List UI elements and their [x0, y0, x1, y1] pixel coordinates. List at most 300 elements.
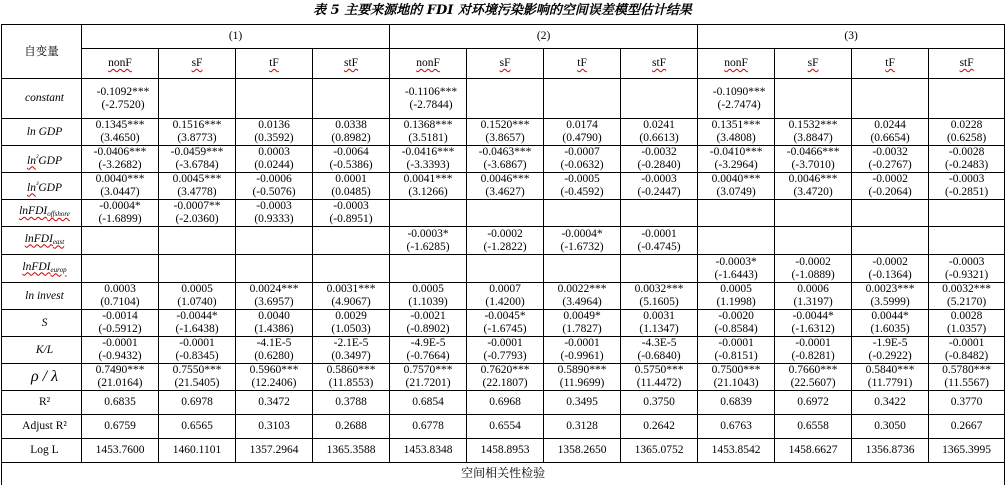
table-cell: 1365.3588 — [313, 439, 390, 463]
table-cell — [929, 146, 1005, 173]
t-statistic: (1.3197) — [793, 296, 833, 308]
t-statistic: (3.8847) — [793, 132, 833, 144]
t-statistic: (-0.4592) — [560, 186, 604, 198]
t-statistic: (-3.6784) — [175, 159, 219, 171]
variable-name: lnFDI$_{east}$ — [2, 227, 82, 255]
table-cell — [775, 227, 852, 255]
t-statistic: (-0.8281) — [791, 350, 835, 362]
table-cell: 1460.1101 — [159, 439, 236, 463]
table-cell — [82, 310, 159, 337]
table-cell — [775, 283, 852, 310]
coefficient: -0.0003* — [407, 227, 449, 240]
table-cell — [313, 173, 390, 200]
subcol-label: sF — [807, 57, 819, 69]
table-cell — [698, 337, 775, 364]
subcol-header — [775, 49, 852, 79]
t-statistic: (-1.6438) — [175, 323, 219, 335]
t-statistic: (1.0503) — [331, 323, 371, 335]
t-statistic: (1.1039) — [408, 296, 448, 308]
t-statistic: (-2.7474) — [717, 98, 761, 111]
table-cell — [929, 200, 1005, 227]
t-statistic: (-0.4745) — [637, 240, 681, 253]
t-statistic: (-3.6867) — [483, 159, 527, 171]
table-cell — [852, 146, 929, 173]
coefficient: 0.5840*** — [865, 364, 915, 376]
table-cell — [544, 79, 621, 119]
table-cell — [390, 146, 467, 173]
table-cell — [236, 200, 313, 227]
table-cell — [775, 310, 852, 337]
table-cell: 0.6978 — [159, 391, 236, 415]
coefficient: -0.1090*** — [712, 85, 766, 98]
coefficient: 0.7550*** — [172, 364, 222, 376]
table-cell — [467, 337, 544, 364]
coefficient: -0.0014 — [102, 310, 138, 322]
table-cell: 0.6763 — [698, 415, 775, 439]
table-cell — [852, 283, 929, 310]
t-statistic: (1.7827) — [562, 323, 602, 335]
table-cell — [313, 337, 390, 364]
t-statistic: (-0.2922) — [868, 350, 912, 362]
spatial-correlation-test-label: 空间相关性检验 — [2, 463, 1005, 485]
t-statistic: (-0.8584) — [714, 323, 758, 335]
t-statistic: (-2.7844) — [409, 98, 453, 111]
table-cell: 0.6558 — [775, 415, 852, 439]
table-cell — [698, 146, 775, 173]
t-statistic: (11.5567) — [944, 377, 989, 389]
coefficient: -0.0003 — [948, 255, 985, 268]
table-cell: 0.6972 — [775, 391, 852, 415]
t-statistic: (-1.0889) — [791, 268, 835, 281]
subcol-label: tF — [885, 57, 895, 69]
coefficient: -0.0001 — [564, 337, 600, 349]
subcol-label: sF — [499, 57, 511, 69]
table-cell — [159, 146, 236, 173]
coefficient: -0.0001 — [487, 337, 523, 349]
table-cell: 1453.8542 — [698, 439, 775, 463]
coefficient: 0.1516*** — [172, 119, 222, 131]
coefficient: 0.0244 — [874, 119, 906, 131]
group-header-2: (2) — [390, 25, 698, 49]
coefficient: -0.0002 — [872, 173, 908, 185]
t-statistic: (-1.6732) — [560, 240, 604, 253]
t-statistic: (3.4720) — [793, 186, 833, 198]
table-cell — [621, 364, 698, 391]
coefficient: -0.0032 — [872, 146, 908, 158]
table-row — [2, 255, 1005, 283]
variable-name: ln GDP — [2, 119, 82, 146]
table-cell: 0.6968 — [467, 391, 544, 415]
coefficient: 0.0029 — [335, 310, 367, 322]
coefficient: 0.0007 — [489, 283, 521, 295]
coefficient: 0.0046*** — [480, 173, 530, 185]
table-cell — [390, 364, 467, 391]
t-statistic: (-0.8482) — [945, 350, 989, 362]
table-title: 表 5 主要来源地的 FDI 对环境污染影响的空间误差模型估计结果 — [313, 3, 692, 18]
subcol-header — [698, 49, 775, 79]
table-cell — [467, 200, 544, 227]
table-cell: 0.3770 — [929, 391, 1005, 415]
t-statistic: (-1.6312) — [791, 323, 835, 335]
coefficient: -0.0002 — [795, 255, 831, 268]
t-statistic: (-3.2682) — [98, 159, 142, 171]
table-cell: 1357.2964 — [236, 439, 313, 463]
t-statistic: (3.5181) — [408, 132, 448, 144]
table-cell — [159, 310, 236, 337]
table-cell — [313, 227, 390, 255]
t-statistic: (-2.7520) — [101, 98, 145, 111]
subcol-label: stF — [652, 57, 667, 69]
table-cell: 0.2642 — [621, 415, 698, 439]
coefficient: 0.7490*** — [95, 364, 145, 376]
coefficient: 0.7660*** — [788, 364, 838, 376]
table-cell — [929, 255, 1005, 283]
t-statistic: (-0.2447) — [637, 186, 681, 198]
t-statistic: (21.0164) — [97, 377, 143, 389]
variable-header: 自变量 — [2, 25, 82, 79]
t-statistic: (0.6654) — [870, 132, 910, 144]
t-statistic: (11.4472) — [636, 377, 682, 389]
table-cell — [467, 283, 544, 310]
t-statistic: (-0.8345) — [175, 350, 219, 362]
variable-name: lnFDI$_{offshore}$ — [2, 200, 82, 227]
coefficient: 0.0005 — [412, 283, 444, 295]
coefficient: 0.5750*** — [634, 364, 684, 376]
table-cell — [390, 283, 467, 310]
t-statistic: (0.6258) — [946, 132, 987, 144]
table-cell — [390, 173, 467, 200]
table-cell — [467, 146, 544, 173]
group-header-1: (1) — [82, 25, 390, 49]
table-cell — [236, 255, 313, 283]
t-statistic: (-0.2483) — [945, 159, 989, 171]
table-cell — [775, 173, 852, 200]
coefficient: -0.0002 — [872, 255, 908, 268]
table-cell: 0.6759 — [82, 415, 159, 439]
variable-name: S — [2, 310, 82, 337]
table-cell — [929, 310, 1005, 337]
table-cell — [313, 255, 390, 283]
t-statistic: (-3.2964) — [714, 159, 758, 171]
t-statistic: (-0.7793) — [483, 350, 527, 362]
header-group-row — [2, 25, 1005, 49]
regression-table — [1, 24, 1005, 485]
table-cell: 0.3103 — [236, 415, 313, 439]
t-statistic: (-0.5076) — [252, 186, 296, 198]
coefficient: 0.0022*** — [557, 283, 607, 295]
coefficient: -0.1092*** — [96, 85, 150, 98]
table-cell: 1458.8953 — [467, 439, 544, 463]
table-cell — [698, 173, 775, 200]
table-cell: 0.6778 — [390, 415, 467, 439]
coefficient: -0.0028 — [948, 146, 985, 158]
coefficient: 0.7570*** — [403, 364, 453, 376]
table-row — [2, 364, 1005, 391]
subcol-header — [390, 49, 467, 79]
table-cell — [159, 173, 236, 200]
table-cell — [236, 227, 313, 255]
t-statistic: (-1.2822) — [483, 240, 527, 253]
subcol-label: sF — [191, 57, 203, 69]
table-cell — [621, 146, 698, 173]
table-cell — [544, 119, 621, 146]
table-cell — [467, 310, 544, 337]
coefficient: -0.1106*** — [404, 85, 458, 98]
t-statistic: (3.4627) — [485, 186, 525, 198]
coefficient: -0.0406*** — [93, 146, 147, 158]
table-row — [2, 146, 1005, 173]
coefficient: -0.0001 — [718, 337, 754, 349]
table-cell — [236, 173, 313, 200]
t-statistic: (-0.7664) — [406, 350, 450, 362]
table-cell — [159, 227, 236, 255]
coefficient: 0.0040 — [258, 310, 290, 322]
coefficient: -0.0410*** — [709, 146, 763, 158]
table-cell — [852, 173, 929, 200]
t-statistic: (3.8657) — [485, 132, 525, 144]
variable-name: R² — [2, 391, 82, 415]
t-statistic: (1.1998) — [716, 296, 756, 308]
table-cell — [467, 364, 544, 391]
table-cell — [313, 119, 390, 146]
coefficient: -0.0002 — [487, 227, 523, 240]
t-statistic: (-2.0360) — [175, 213, 219, 225]
header-subcol-row — [2, 49, 1005, 79]
table-cell — [236, 146, 313, 173]
table-cell — [236, 79, 313, 119]
coefficient: 0.0045*** — [172, 173, 222, 185]
table-row — [2, 337, 1005, 364]
table-cell — [698, 283, 775, 310]
coefficient: 0.7500*** — [711, 364, 761, 376]
table-row — [2, 415, 1005, 439]
table-cell — [621, 200, 698, 227]
t-statistic: (-1.6745) — [483, 323, 527, 335]
table-row — [2, 310, 1005, 337]
t-statistic: (-0.8951) — [329, 213, 373, 225]
table-cell: 0.6565 — [159, 415, 236, 439]
table-cell — [698, 364, 775, 391]
coefficient: 0.0032*** — [634, 283, 684, 295]
table-cell — [775, 255, 852, 283]
coefficient: -2.1E-5 — [333, 337, 369, 349]
t-statistic: (-0.1364) — [868, 268, 912, 281]
coefficient: 0.0006 — [797, 283, 829, 295]
subcol-label: tF — [269, 57, 279, 69]
table-cell — [852, 255, 929, 283]
t-statistic: (-0.0632) — [560, 159, 604, 171]
table-cell — [236, 119, 313, 146]
variable-name: constant — [2, 79, 82, 119]
subcol-label: nonF — [416, 57, 440, 69]
coefficient: 0.0031 — [643, 310, 675, 322]
coefficient: -4.3E-5 — [641, 337, 677, 349]
table-cell — [621, 119, 698, 146]
table-cell — [159, 337, 236, 364]
table-cell — [82, 119, 159, 146]
t-statistic: (0.6280) — [254, 350, 294, 362]
table-cell — [390, 119, 467, 146]
table-cell: 1358.2650 — [544, 439, 621, 463]
table-cell — [621, 227, 698, 255]
t-statistic: (-0.9432) — [98, 350, 142, 362]
table-cell — [159, 200, 236, 227]
subcol-header — [467, 49, 544, 79]
t-statistic: (22.1807) — [482, 377, 528, 389]
table-cell — [698, 310, 775, 337]
table-cell — [621, 310, 698, 337]
variable-name: lnFDI$_{europ}$ — [2, 255, 82, 283]
t-statistic: (4.9067) — [331, 296, 371, 308]
table-cell — [313, 79, 390, 119]
table-cell — [544, 283, 621, 310]
subcol-header — [236, 49, 313, 79]
table-cell — [929, 227, 1005, 255]
table-row — [2, 79, 1005, 119]
t-statistic: (1.4200) — [485, 296, 525, 308]
table-cell — [852, 227, 929, 255]
coefficient: 0.0032*** — [942, 283, 992, 295]
coefficient: 0.0174 — [566, 119, 598, 131]
t-statistic: (5.2170) — [946, 296, 987, 308]
table-row — [2, 227, 1005, 255]
table-cell: 0.6835 — [82, 391, 159, 415]
t-statistic: (-0.6840) — [637, 350, 681, 362]
table-cell — [698, 255, 775, 283]
table-cell — [852, 119, 929, 146]
table-cell — [775, 79, 852, 119]
table-cell — [390, 79, 467, 119]
t-statistic: (5.1605) — [639, 296, 679, 308]
coefficient: -0.0020 — [718, 310, 754, 322]
t-statistic: (1.0357) — [946, 323, 987, 335]
table-cell: 0.6554 — [467, 415, 544, 439]
t-statistic: (-3.7010) — [791, 159, 835, 171]
t-statistic: (11.7791) — [867, 377, 913, 389]
t-statistic: (-0.5912) — [98, 323, 142, 335]
t-statistic: (-0.2064) — [868, 186, 912, 198]
table-cell: 0.3472 — [236, 391, 313, 415]
coefficient: 0.0005 — [181, 283, 213, 295]
coefficient: 0.5860*** — [326, 364, 376, 376]
t-statistic: (21.7201) — [405, 377, 451, 389]
coefficient: 0.5960*** — [249, 364, 299, 376]
table-cell — [82, 283, 159, 310]
table-cell: 0.2688 — [313, 415, 390, 439]
table-cell — [621, 337, 698, 364]
t-statistic: (0.7104) — [100, 296, 140, 308]
table-cell — [775, 119, 852, 146]
table-cell — [236, 283, 313, 310]
table-cell: 0.6854 — [390, 391, 467, 415]
table-cell: 0.3750 — [621, 391, 698, 415]
table-cell — [852, 310, 929, 337]
table-cell — [467, 173, 544, 200]
table-cell — [159, 79, 236, 119]
t-statistic: (21.5405) — [174, 377, 220, 389]
t-statistic: (0.9333) — [254, 213, 294, 225]
table-cell: 0.3128 — [544, 415, 621, 439]
table-cell — [313, 310, 390, 337]
coefficient: -0.0001 — [948, 337, 985, 349]
table-cell — [159, 283, 236, 310]
table-cell: 0.3422 — [852, 391, 929, 415]
coefficient: -0.0044* — [176, 310, 218, 322]
table-row — [2, 439, 1005, 463]
t-statistic: (0.8982) — [331, 132, 371, 144]
coefficient: -0.0032 — [641, 146, 677, 158]
coefficient: -0.0044* — [792, 310, 834, 322]
t-statistic: (11.9699) — [559, 377, 605, 389]
table-cell: 1453.7600 — [82, 439, 159, 463]
subcol-header — [313, 49, 390, 79]
coefficient: 0.0003 — [104, 283, 136, 295]
table-cell — [82, 364, 159, 391]
subcol-header — [159, 49, 236, 79]
subcol-label: nonF — [108, 57, 132, 69]
subcol-label: stF — [959, 57, 974, 69]
table-cell — [82, 200, 159, 227]
table-cell — [544, 364, 621, 391]
coefficient: -0.0003 — [641, 173, 677, 185]
variable-name: K/L — [2, 337, 82, 364]
t-statistic: (-0.8151) — [714, 350, 758, 362]
coefficient: 0.1532*** — [788, 119, 838, 131]
table-cell — [852, 200, 929, 227]
table-cell — [929, 337, 1005, 364]
variable-name: Adjust R² — [2, 415, 82, 439]
table-row — [2, 173, 1005, 200]
coefficient: 0.1520*** — [480, 119, 530, 131]
coefficient: 0.0041*** — [403, 173, 453, 185]
coefficient: 0.5780*** — [942, 364, 992, 376]
t-statistic: (1.6035) — [870, 323, 910, 335]
table-cell — [82, 227, 159, 255]
table-cell — [544, 255, 621, 283]
table-cell — [544, 337, 621, 364]
footer-row — [2, 463, 1005, 485]
table-cell — [775, 200, 852, 227]
t-statistic: (22.5607) — [790, 377, 836, 389]
t-statistic: (21.1043) — [713, 377, 759, 389]
t-statistic: (1.0740) — [177, 296, 217, 308]
coefficient: -0.0466*** — [786, 146, 840, 158]
coefficient: -0.0004* — [561, 227, 603, 240]
coefficient: -0.0004* — [99, 200, 141, 212]
coefficient: -0.0006 — [256, 173, 292, 185]
table-cell: 0.3788 — [313, 391, 390, 415]
coefficient: -0.0416*** — [401, 146, 455, 158]
subcol-header — [544, 49, 621, 79]
coefficient: 0.0136 — [258, 119, 290, 131]
subcol-header — [82, 49, 159, 79]
coefficient: -0.0007 — [564, 146, 600, 158]
t-statistic: (0.6613) — [639, 132, 679, 144]
coefficient: -0.0007** — [173, 200, 221, 212]
table-cell — [159, 364, 236, 391]
coefficient: -0.0064 — [333, 146, 369, 158]
table-cell — [621, 255, 698, 283]
coefficient: 0.1351*** — [711, 119, 761, 131]
table-cell — [159, 119, 236, 146]
coefficient: 0.0228 — [950, 119, 983, 131]
coefficient: 0.0044* — [871, 310, 909, 322]
t-statistic: (3.6957) — [254, 296, 294, 308]
table-cell — [621, 173, 698, 200]
variable-name: $\ln^{^3}GDP$ — [2, 173, 82, 200]
t-statistic: (-0.8902) — [406, 323, 450, 335]
coefficient: 0.0024*** — [249, 283, 299, 295]
